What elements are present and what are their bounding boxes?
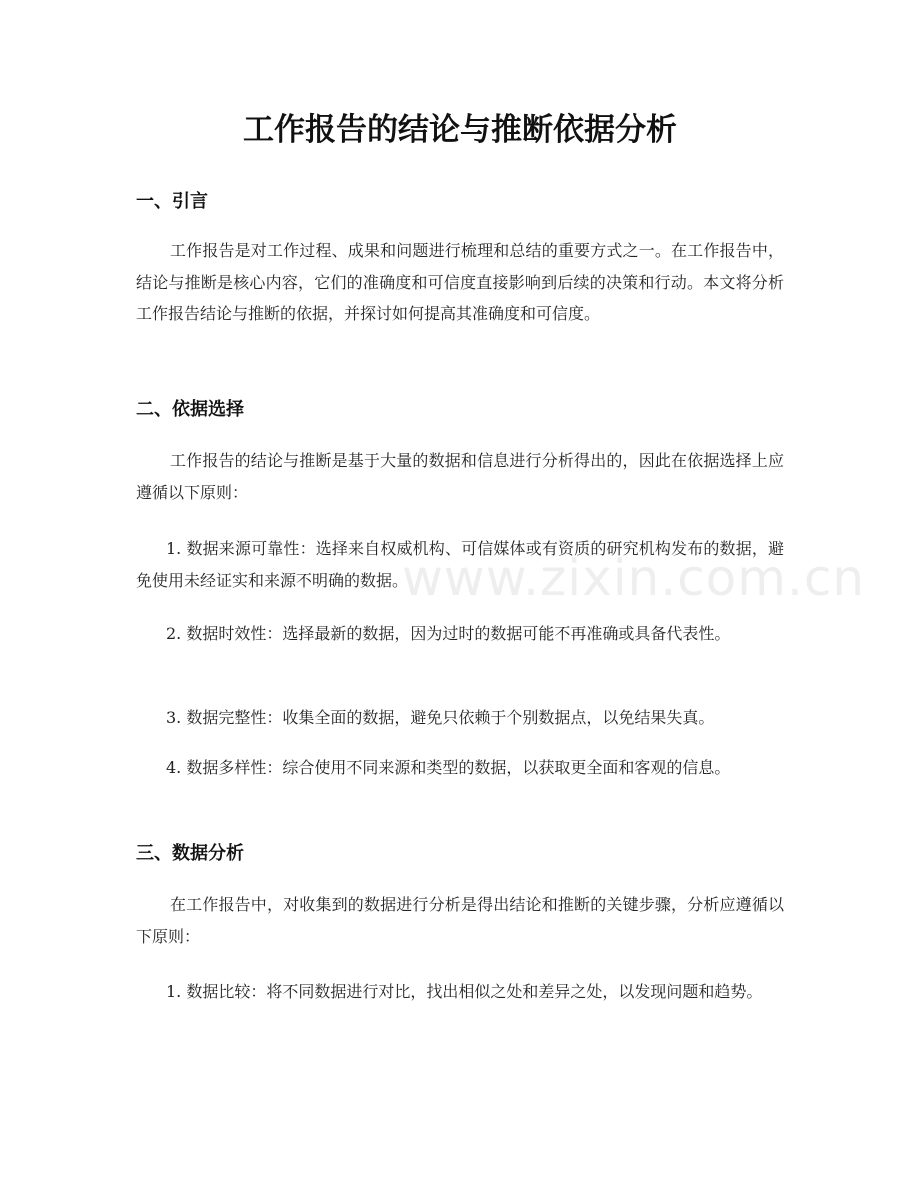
- watermark-text: www.zixin.com.cn: [402, 549, 866, 607]
- list-item-timeliness: 2. 数据时效性：选择最新的数据，因为过时的数据可能不再准确或具备代表性。: [166, 624, 731, 643]
- list-item-data-comparison: 1. 数据比较：将不同数据进行对比，找出相似之处和差异之处，以发现问题和趋势。: [166, 982, 763, 1001]
- list-item-diversity: 4. 数据多样性：综合使用不同来源和类型的数据，以获取更全面和客观的信息。: [166, 758, 731, 777]
- paragraph-analysis-intro: 在工作报告中，对收集到的数据进行分析是得出结论和推断的关键步骤，分析应遵循以下原则：: [136, 895, 784, 946]
- section-heading-basis-selection: 二、依据选择: [136, 399, 244, 420]
- section-heading-introduction: 一、引言: [136, 191, 208, 212]
- section-heading-data-analysis: 三、数据分析: [136, 843, 244, 864]
- paragraph-basis-intro: 工作报告的结论与推断是基于大量的数据和信息进行分析得出的，因此在依据选择上应遵循以下原则：: [136, 451, 784, 502]
- document-title: 工作报告的结论与推断依据分析: [243, 112, 677, 148]
- paragraph-introduction: 工作报告是对工作过程、成果和问题进行梳理和总结的重要方式之一。在工作报告中，结论与推断是核心内容，它们的准确度和可信度直接影响到后续的决策和行动。本文将分析工作报告结论与推断的依据，并探讨如何提高其准确度和可信度。: [136, 241, 784, 323]
- list-item-source-reliability: 1. 数据来源可靠性：选择来自权威机构、可信媒体或有资质的研究机构发布的数据，避免使用未经证实和来源不明确的数据。: [136, 539, 784, 590]
- list-item-completeness: 3. 数据完整性：收集全面的数据，避免只依赖于个别数据点，以免结果失真。: [166, 708, 715, 727]
